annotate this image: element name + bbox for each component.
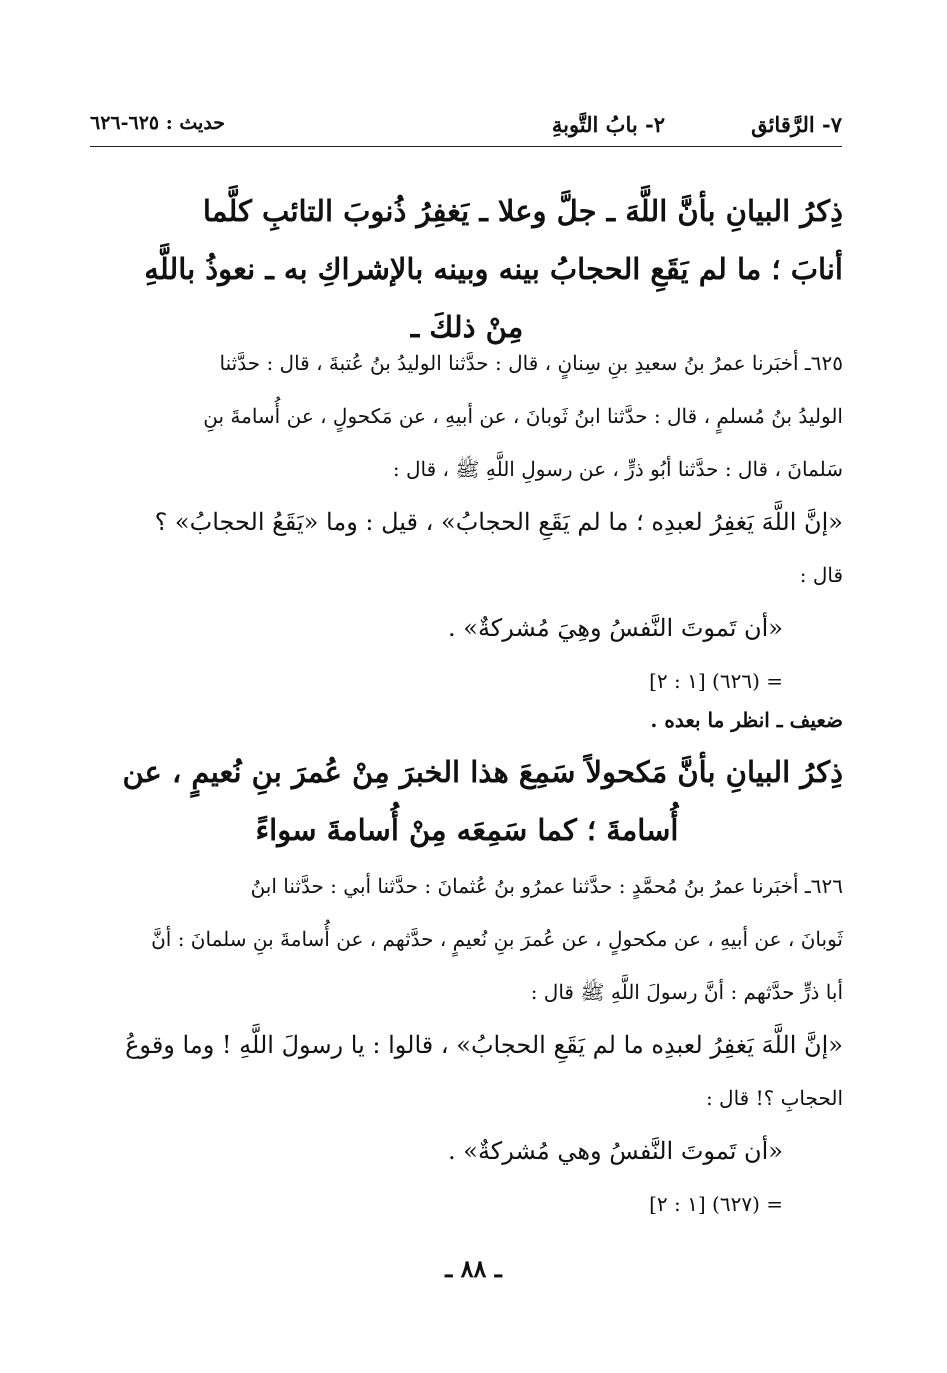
matn-line: الحجابِ ؟! قال :	[705, 1086, 843, 1110]
isnad-line: ٦٢٦ـ أخبَرنا عمرُ بنُ مُحمَّدٍ : حدَّثنا عمرُو بنُ عُثمانَ : حدَّثنا أبي : حدَّثنا ابنُ	[250, 874, 843, 898]
isnad-line: أبا ذرٍّ حدَّثهم : أنَّ رسولَ اللَّهِ ﷺ قال :	[530, 980, 843, 1004]
isnad-line: ٦٢٥ـ أخبَرنا عمرُ بنُ سعيدِ بنِ سِنانٍ ، قال : حدَّثنا الوليدُ بنُ عُتبةَ ، قال : حدَّثنا	[219, 351, 843, 375]
hadith-range: حديث : ٦٢٥-٦٢٦	[90, 112, 226, 134]
matn-line: «أن تَموتَ النَّفسُ وهِيَ مُشركةٌ» .	[448, 614, 783, 642]
book-title: ٧- الرَّقائق	[751, 112, 842, 137]
cross-reference: = (٦٢٦) [١ : ٢]	[649, 669, 783, 693]
matn-line: «إنَّ اللَّهَ يَغفِرُ لعبدِه ؛ ما لم يَقَعِ الحجابُ» ، قيل : وما «يَقَعُ الحجابُ» ؟	[154, 508, 843, 536]
cross-reference: = (٦٢٧) [١ : ٢]	[649, 1192, 783, 1216]
matn-line: قال :	[799, 563, 843, 587]
heading-line: أُسامةَ ؛ كما سَمِعَه مِنْ أُسامةَ سواءً	[255, 813, 679, 847]
isnad-line: سَلمانَ ، قال : حدَّثنا أبُو ذرٍّ ، عن رسولِ اللَّهِ ﷺ ، قال :	[392, 457, 843, 481]
page-number: ـ ٨٨ ـ	[445, 1254, 502, 1283]
isnad-line: الوليدُ بنُ مُسلمٍ ، قال : حدَّثنا ابنُ ثَوبانَ ، عن أبيهِ ، عن مَكحولٍ ، عن أُسامةَ بنِ	[203, 404, 843, 428]
grading-note: ضعيف ـ انظر ما بعده .	[650, 708, 843, 732]
isnad-line: ثَوبانَ ، عن أبيهِ ، عن مكحولٍ ، عن عُمرَ بنِ نُعيمٍ ، حدَّثهم ، عن أُسامةَ بنِ سلمانَ : أنَّ	[151, 927, 843, 951]
heading-line: ذِكرُ البيانِ بأنَّ اللَّهَ ـ جلَّ وعلا ـ يَغفِرُ ذُنوبَ التائبِ كلَّما	[202, 194, 843, 228]
running-header	[90, 106, 842, 147]
matn-line: «إنَّ اللَّهَ يَغفِرُ لعبدِه ما لم يَقَعِ الحجابُ» ، قالوا : يا رسولَ اللَّهِ ! وما وقوعُ	[125, 1031, 843, 1059]
hadith-626	[91, 860, 843, 1231]
matn-line: «أن تَموتَ النَّفسُ وهي مُشركةٌ» .	[448, 1137, 783, 1165]
section-2-heading	[91, 743, 843, 859]
heading-line: مِنْ ذلكَ ـ	[410, 310, 524, 344]
hadith-625	[91, 337, 843, 708]
section-1-heading	[91, 182, 843, 356]
heading-line: ذِكرُ البيانِ بأنَّ مَكحولاً سَمِعَ هذا الخبرَ مِنْ عُمرَ بنِ نُعيمٍ ، عن	[122, 755, 843, 789]
heading-line: أنابَ ؛ ما لم يَقَعِ الحجابُ بينه وبينه بالإشراكِ به ـ نعوذُ باللَّهِ	[144, 252, 843, 286]
chapter-title: ٢- بابُ التَّوبةِ	[551, 112, 665, 137]
